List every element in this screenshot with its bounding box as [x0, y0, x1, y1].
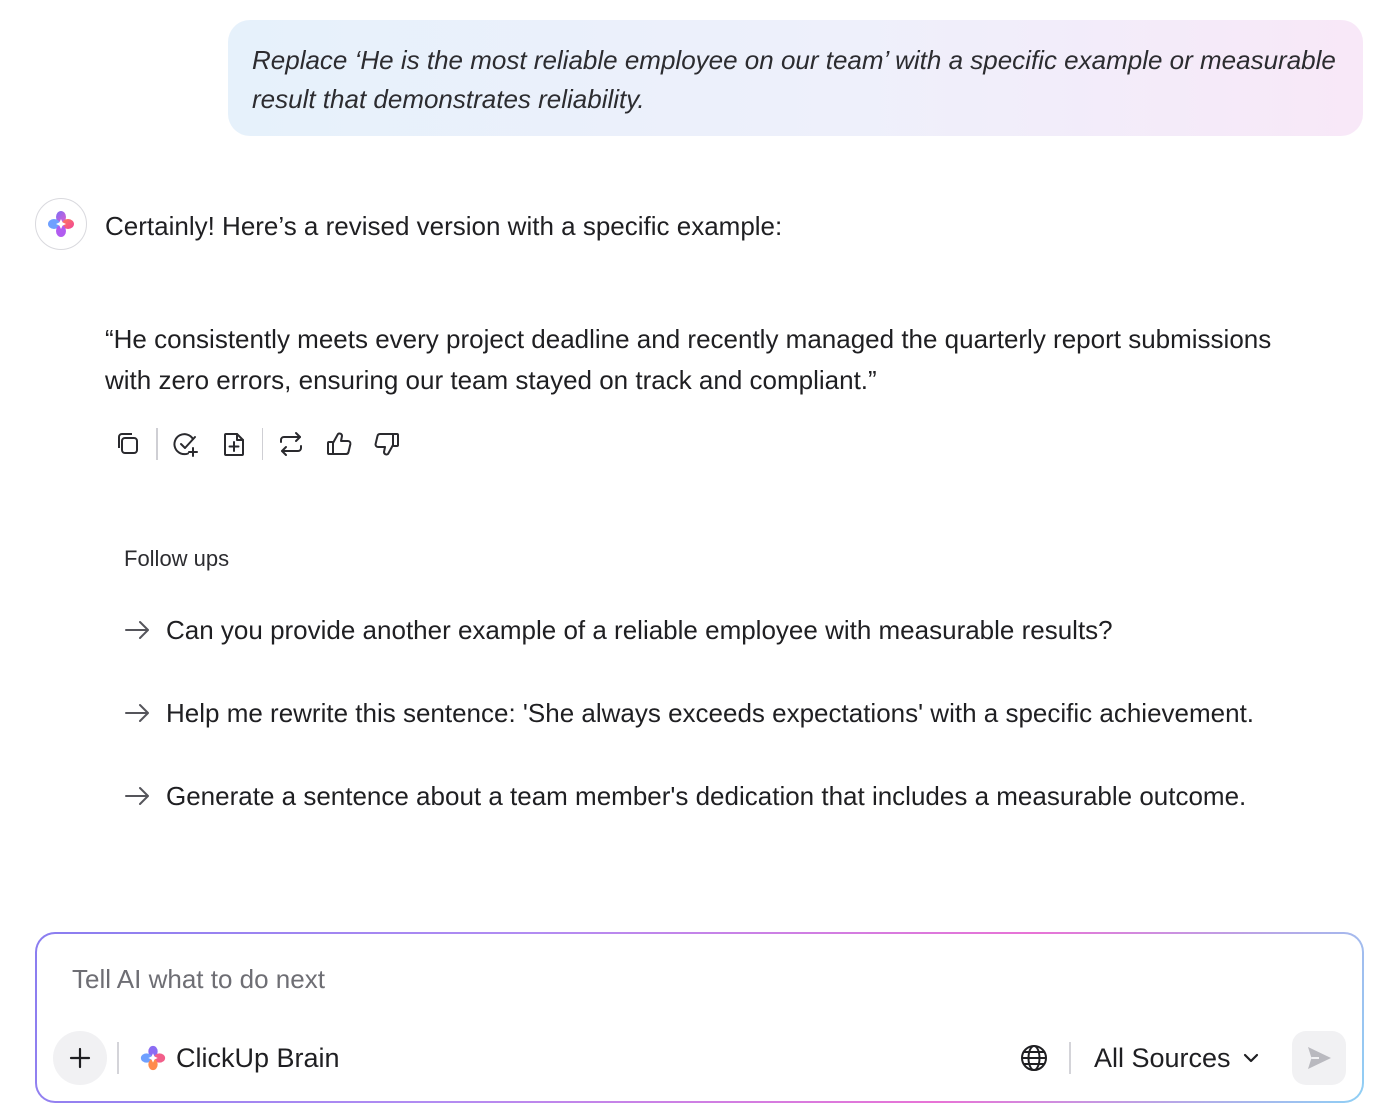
followup-text: Generate a sentence about a team member's dedication that includes a measurable outcome.	[166, 781, 1247, 811]
chat-composer	[35, 932, 1364, 1103]
arrow-right-icon	[124, 701, 152, 725]
composer-divider	[117, 1042, 119, 1074]
user-message-text: Replace ‘He is the most reliable employee on our team’ with a specific example or measurable result that demonstrates reliability.	[252, 45, 1336, 114]
regenerate-icon	[276, 429, 306, 459]
ai-response-intro: Certainly! Here’s a revised version with a specific example:	[105, 211, 783, 241]
sources-dropdown-label: All Sources	[1094, 1042, 1231, 1073]
arrow-right-icon	[124, 784, 152, 808]
model-selector-label: ClickUp Brain	[176, 1042, 340, 1073]
followups-title: Follow ups	[124, 546, 230, 571]
add-attachment-button[interactable]	[53, 1031, 107, 1085]
followup-item[interactable]	[124, 695, 1254, 731]
clickup-brain-logo-icon	[139, 1044, 167, 1072]
create-task-button[interactable]	[168, 425, 204, 463]
arrow-right-icon	[124, 618, 152, 642]
clickup-brain-logo-icon	[46, 209, 76, 239]
send-button[interactable]	[1292, 1031, 1346, 1085]
plus-icon	[67, 1045, 93, 1071]
user-message-bubble	[228, 20, 1363, 136]
add-doc-icon	[219, 429, 249, 459]
composer-divider	[1069, 1042, 1071, 1074]
followup-item[interactable]	[124, 778, 1246, 814]
sources-dropdown[interactable]	[1094, 1039, 1261, 1077]
toolbar-divider	[262, 428, 264, 460]
ai-avatar	[35, 198, 87, 250]
thumbs-down-icon	[372, 429, 402, 459]
add-to-doc-button[interactable]	[216, 425, 252, 463]
thumbs-down-button[interactable]	[369, 425, 405, 463]
toolbar-divider	[156, 428, 158, 460]
globe-icon	[1019, 1043, 1049, 1073]
composer-body	[37, 934, 1362, 1101]
send-icon	[1304, 1043, 1334, 1073]
ai-response-quote: “He consistently meets every project deadline and recently managed the quarterly report submissions with zero errors, ensuring our team stayed on track and compliant.”	[105, 324, 1272, 395]
followup-text: Help me rewrite this sentence: 'She always exceeds expectations' with a specific achievement.	[166, 698, 1255, 728]
copy-icon	[113, 429, 143, 459]
thumbs-up-button[interactable]	[321, 425, 357, 463]
regenerate-button[interactable]	[273, 425, 309, 463]
prompt-input[interactable]	[72, 959, 1272, 999]
model-selector-button[interactable]	[139, 1039, 340, 1077]
followup-text: Can you provide another example of a reliable employee with measurable results?	[166, 615, 1113, 645]
thumbs-up-icon	[324, 429, 354, 459]
web-search-button[interactable]	[1017, 1041, 1051, 1075]
copy-button[interactable]	[110, 425, 146, 463]
followup-item[interactable]	[124, 612, 1113, 648]
response-actions-toolbar	[110, 425, 405, 463]
chevron-down-icon	[1241, 1048, 1261, 1068]
create-task-icon	[171, 429, 201, 459]
